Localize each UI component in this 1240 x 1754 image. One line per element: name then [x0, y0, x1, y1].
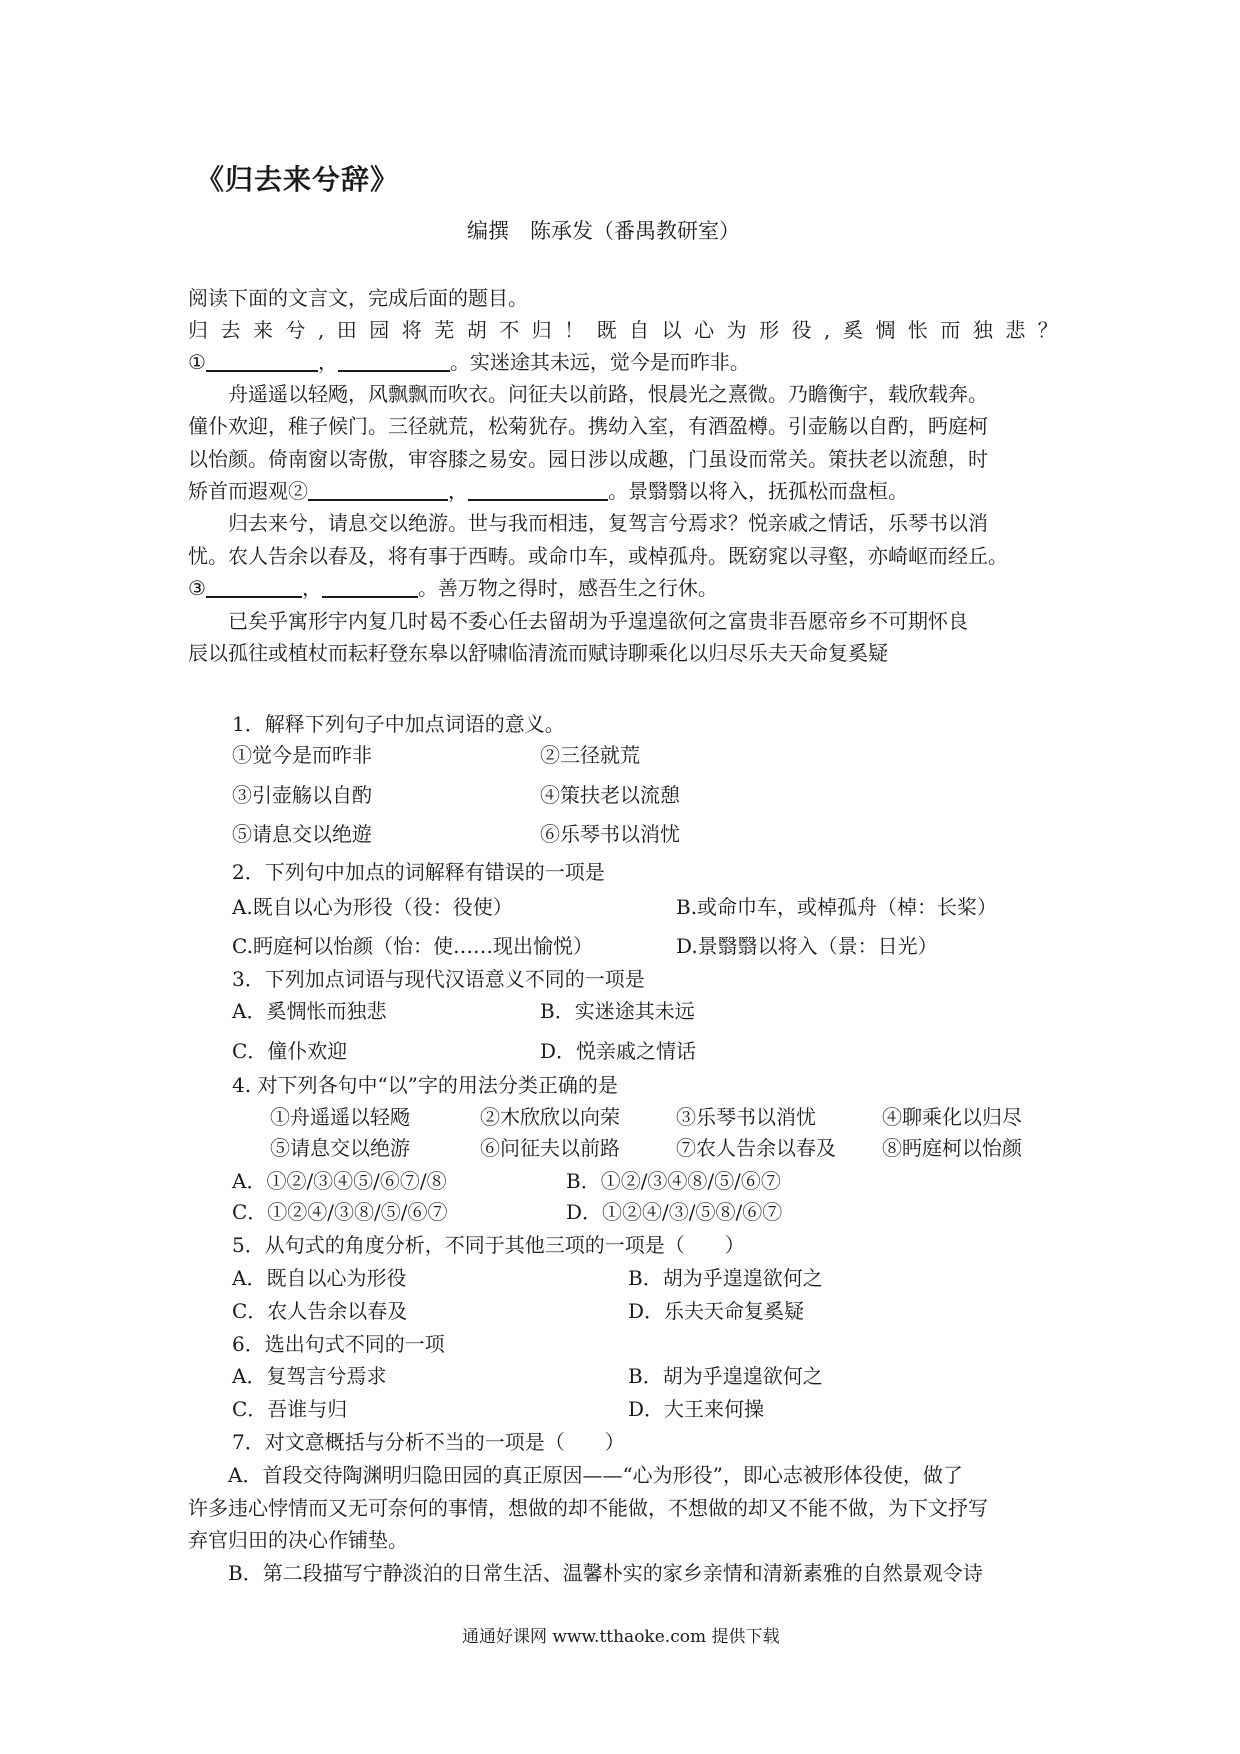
answer-option[interactable]: C．吾谁与归	[232, 1397, 348, 1421]
passage-char: 来	[252, 318, 273, 342]
passage-line: 忧。农人告余以春及，将有事于西畴。或命巾车，或棹孤舟。既窈窕以寻壑，亦崎岖而经丘。	[188, 544, 1008, 568]
answer-option[interactable]: A．奚惆怅而独悲	[232, 999, 387, 1023]
passage-char: 惆	[875, 318, 896, 342]
passage-char: 自	[629, 318, 650, 342]
fill-blank[interactable]	[338, 352, 450, 372]
question-sentence: ①舟遥遥以轻飏	[270, 1105, 410, 1129]
passage-char: 既	[596, 318, 617, 342]
passage-char: 以	[661, 318, 682, 342]
passage-char: 怅	[907, 318, 928, 342]
blank-marker: ③	[188, 576, 206, 600]
passage-line	[188, 320, 1058, 340]
passage-char: 役	[791, 318, 812, 342]
passage-line: 辰以孤往或植杖而耘耔登东皋以舒啸临清流而赋诗聊乘化以归尽乐夫天命复奚疑	[188, 641, 888, 665]
passage-char: 兮	[285, 318, 306, 342]
question-stem: 5．从句式的角度分析，不同于其他三项的一项是（ ）	[232, 1233, 745, 1257]
answer-option[interactable]: D.景翳翳以将入（景：日光）	[676, 934, 938, 958]
passage-char: 芜	[434, 318, 455, 342]
answer-option[interactable]: C．农人告余以春及	[232, 1299, 408, 1323]
passage-line: 以怡颜。倚南窗以寄傲，审容膝之易安。园日涉以成趣，门虽设而常关。策扶老以流憩，时	[188, 447, 988, 471]
answer-option[interactable]: D．悦亲戚之情话	[540, 1039, 697, 1063]
author-line: 编撰 陈承发（番禺教研室）	[467, 219, 740, 243]
passage-char: 奚	[842, 318, 863, 342]
passage-char: 去	[220, 318, 241, 342]
question-sentence: ④聊乘化以归尽	[882, 1105, 1022, 1129]
answer-option[interactable]: D．①②④/③/⑤⑧/⑥⑦	[566, 1200, 783, 1224]
passage-char: 田	[336, 318, 357, 342]
blank-marker: ①	[188, 350, 206, 374]
question-stem: 7．对文意概括与分析不当的一项是（ ）	[232, 1430, 625, 1454]
question-item: ③引壶觞以自酌	[232, 783, 372, 807]
question-stem: 6．选出句式不同的一项	[232, 1332, 445, 1356]
fill-blank[interactable]	[206, 352, 318, 372]
question-stem: 1．解释下列句子中加点词语的意义。	[232, 712, 565, 736]
passage-line: 已矣乎寓形宇内复几时曷不委心任去留胡为乎遑遑欲何之富贵非吾愿帝乡不可期怀良	[188, 609, 968, 633]
passage-char: ,	[824, 318, 831, 342]
passage-line: 归去来兮，请息交以绝游。世与我而相违，复驾言兮焉求？悦亲戚之情话，乐琴书以消	[188, 511, 988, 535]
passage-char: 独	[972, 318, 993, 342]
reading-instruction: 阅读下面的文言文，完成后面的题目。	[188, 286, 528, 310]
passage-char: 而	[940, 318, 961, 342]
answer-option-text: A．首段交待陶渊明归隐田园的真正原因——“心为形役”，即心志被形体役使，做了	[188, 1463, 963, 1487]
answer-option[interactable]: B.或命巾车，或棹孤舟（棹：长桨）	[676, 895, 998, 919]
answer-option[interactable]: A．复驾言兮焉求	[232, 1364, 387, 1388]
passage-line: ③ ， 。善万物之得时，感吾生之行休。	[188, 576, 718, 600]
passage-char: ,	[317, 318, 325, 342]
answer-option[interactable]: B．胡为乎遑遑欲何之	[628, 1364, 823, 1388]
passage-char: 悲	[1005, 318, 1026, 342]
answer-option-text: 许多违心悖情而又无可奈何的事情，想做的却不能做，不想做的却又不能不做，为下文抒写	[188, 1496, 988, 1520]
passage-char: ？	[1037, 318, 1058, 342]
fill-blank[interactable]	[468, 481, 608, 501]
answer-option[interactable]: A．①②/③④⑤/⑥⑦/⑧	[232, 1169, 447, 1193]
answer-option[interactable]: C.眄庭柯以怡颜（怡：使……现出愉悦）	[232, 934, 593, 958]
question-stem: 2．下列句中加点的词解释有错误的一项是	[232, 860, 605, 884]
answer-option[interactable]: A.既自以心为形役（役：役使）	[232, 895, 513, 919]
answer-option-text: 弃官归田的决心作铺垫。	[188, 1528, 408, 1552]
passage-line: ① ， 。实迷途其未远，觉今是而昨非。	[188, 350, 750, 374]
passage-char: 形	[759, 318, 780, 342]
question-sentence: ⑥问征夫以前路	[480, 1136, 620, 1160]
passage-char: 归	[188, 318, 208, 342]
passage-char: 归	[531, 318, 552, 342]
question-sentence: ③乐琴书以消忧	[676, 1105, 816, 1129]
passage-char: ！	[564, 318, 585, 342]
passage-char: 不	[499, 318, 520, 342]
passage-line: 矫首而遐观② ， 。景翳翳以将入，抚孤松而盘桓。	[188, 479, 908, 503]
fill-blank[interactable]	[308, 481, 448, 501]
question-sentence: ⑦农人告余以春及	[676, 1136, 836, 1160]
question-item: ④策扶老以流憩	[540, 783, 680, 807]
answer-option[interactable]: D．乐夫天命复奚疑	[628, 1299, 805, 1323]
fill-blank[interactable]	[322, 578, 418, 598]
passage-char: 为	[726, 318, 747, 342]
answer-option[interactable]: D．大王来何操	[628, 1397, 765, 1421]
passage-char: 将	[401, 318, 422, 342]
question-sentence: ⑧眄庭柯以怡颜	[882, 1136, 1022, 1160]
answer-option[interactable]: B．实迷途其未远	[540, 999, 695, 1023]
passage-line: 舟遥遥以轻飏，风飘飘而吹衣。问征夫以前路，恨晨光之熹微。乃瞻衡宇，载欣载奔。	[188, 382, 988, 406]
answer-option[interactable]: C．僮仆欢迎	[232, 1039, 348, 1063]
page-title: 《归去来兮辞》	[196, 163, 400, 196]
page-footer: 通通好课网 www.tthaoke.com 提供下载	[462, 1627, 780, 1647]
passage-line: 僮仆欢迎，稚子候门。三径就荒，松菊犹存。携幼入室，有酒盈樽。引壶觞以自酌，眄庭柯	[188, 414, 988, 438]
answer-option-text: B．第二段描写宁静淡泊的日常生活、温馨朴实的家乡亲情和清新素雅的自然景观令诗	[188, 1561, 983, 1585]
passage-char: 心	[694, 318, 715, 342]
question-item: ⑤请息交以绝遊	[232, 822, 372, 846]
question-item: ②三径就荒	[540, 743, 640, 767]
passage-char: 胡	[466, 318, 487, 342]
question-stem: 4. 对下列各句中“以”字的用法分类正确的是	[232, 1073, 618, 1097]
answer-option[interactable]: A．既自以心为形役	[232, 1266, 407, 1290]
passage-char: 园	[369, 318, 390, 342]
question-item: ⑥乐琴书以消忧	[540, 822, 680, 846]
answer-option[interactable]: B．胡为乎遑遑欲何之	[628, 1266, 823, 1290]
fill-blank[interactable]	[206, 578, 302, 598]
question-item: ①觉今是而昨非	[232, 743, 372, 767]
question-sentence: ②木欣欣以向荣	[480, 1105, 620, 1129]
question-stem: 3．下列加点词语与现代汉语意义不同的一项是	[232, 967, 645, 991]
answer-option[interactable]: B．①②/③④⑧/⑤/⑥⑦	[566, 1169, 781, 1193]
question-sentence: ⑤请息交以绝游	[270, 1136, 410, 1160]
answer-option[interactable]: C．①②④/③⑧/⑤/⑥⑦	[232, 1200, 448, 1224]
